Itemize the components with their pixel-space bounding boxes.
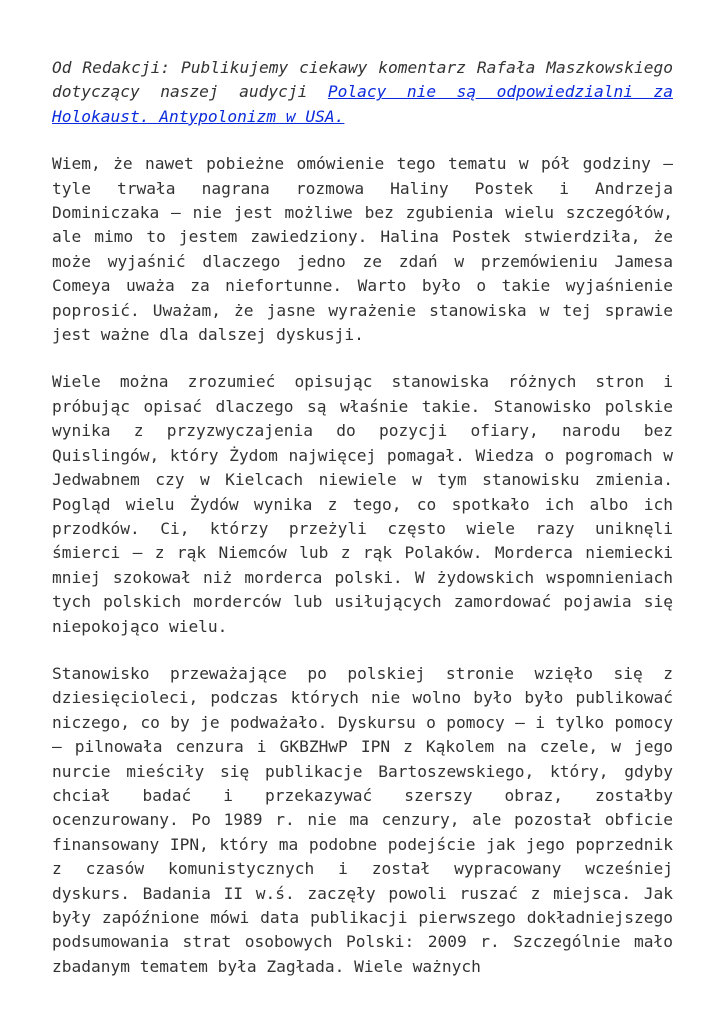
article-body bbox=[52, 56, 673, 1002]
paragraph-1: Wiem, że nawet pobieżne omówienie tego tematu w pół godziny – tyle trwała nagrana rozmowa Haliny Postek i Andrzeja Dominiczaka – nie jest możliwe bez zgubienia wielu szczegółów, ale mimo to jestem zawiedziony. Halina Postek stwierdziła, że może wyjaśnić dlaczego jedno ze zdań w przemówieniu Jamesa Comeya uważa za niefortunne. Warto było o takie wyjaśnienie poprosić. Uważam, że jasne wyrażenie stanowiska w tej sprawie jest ważne dla dalszej dyskusji. bbox=[52, 154, 673, 345]
editorial-note-text: Od Redakcji: Publikujemy ciekawy komentarz Rafała Maszkowskiego dotyczący naszej audycji bbox=[52, 58, 673, 102]
audition-link[interactable]: Polacy nie są odpowiedzialni za Holokaust. Antypolonizm w USA. bbox=[52, 82, 673, 126]
paragraph-3: Stanowisko przeważające po polskiej stronie wzięło się z dziesięcioleci, podczas których nie wolno było było publikować niczego, co by je podważało. Dyskursu o pomocy – i tylko pomocy – pilnowała cenzura i GKBZHwP IPN z Kąkolem na czele, w jego nurcie mieściły się publikacje Bartoszewskiego, który, gdyby chciał badać i przekazywać szerszy obraz, zostałby ocenzurowany. Po 1989 r. nie ma cenzury, ale pozostał obficie finansowany IPN, który ma podobne podejście jak jego poprzednik z czasów komunistycznych i został wypracowany wcześniej dyskurs. Badania II w.ś. zaczęły powoli ruszać z miejsca. Jak były zapóźnione mówi data publikacji pierwszego dokładniejszego podsumowania strat osobowych Polski: 2009 r. Szczególnie mało zbadanym tematem była Zagłada. Wiele ważnych bbox=[52, 663, 673, 976]
editorial-note bbox=[52, 56, 673, 129]
paragraph-2: Wiele można zrozumieć opisując stanowiska różnych stron i próbując opisać dlaczego są właśnie takie. Stanowisko polskie wynika z przyzwyczajenia do pozycji ofiary, narodu bez Quislingów, który Żydom najwięcej pomagał. Wiedza o pogromach w Jedwabnem czy w Kielcach niewiele w tym stanowisku zmienia. Pogląd wielu Żydów wynika z tego, co spotkało ich albo ich przodków. Ci, którzy przeżyli często wiele razy uniknęli śmierci – z rąk Niemców lub z rąk Polaków. Morderca niemiecki mniej szokował niż morderca polski. W żydowskich wspomnieniach tych polskich morderców lub usiłujących zamordować pojawia się niepokojąco wielu. bbox=[52, 372, 673, 636]
